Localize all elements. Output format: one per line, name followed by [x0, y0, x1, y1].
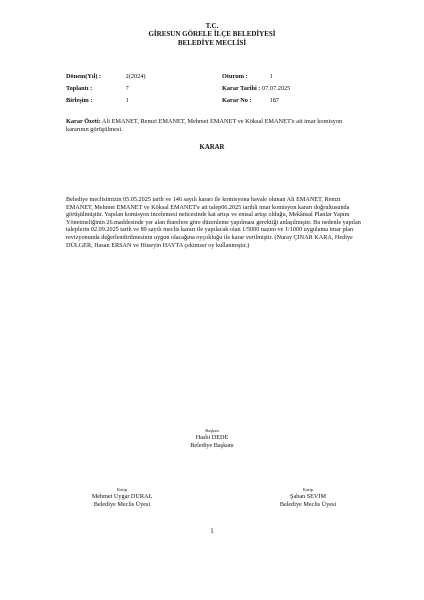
birlesim-label: Birleşim :	[66, 97, 93, 104]
karar-heading: KARAR	[199, 144, 225, 151]
oturum-value: 1	[269, 73, 273, 80]
karar-no-value: 187	[269, 97, 280, 104]
karar-tarihi-label: Karar Tarihi :	[222, 85, 261, 92]
toplanti-label: Toplantı :	[66, 85, 93, 92]
header-council: BELEDİYE MECLİSİ	[177, 38, 247, 47]
donem-value: 2(2024)	[125, 73, 146, 80]
header-municipality: GİRESUN GÖRELE İLÇE BELEDİYESİ	[148, 30, 276, 38]
karar-tarihi-value: 07.07.2025	[261, 85, 291, 92]
president-signature	[162, 428, 262, 450]
summary-text: Ali EMANET, Remzi EMANET, Mehmet EMANET ve Köksal EMANET'e ait imar komisyon kararının görüşülmesi.	[66, 118, 343, 133]
clerk-left-title: Belediye Meclis Üyesi	[93, 501, 151, 508]
president-role-small: Başkan	[205, 428, 219, 433]
clerk-left-name: Mehmet Uygar DURAL	[91, 493, 153, 500]
karar-no-label: Karar No :	[222, 97, 252, 104]
decision-body: Belediye meclisimizin 05.05.2025 tarih ve 146 sayılı kararı ile komisyona havale olunan Ali EMANET, Remzi EMANET, Mehmet EMANET ve Köksal EMANET'e ait talep06.2025 tarihli imar komisyon kararı doğrultusunda görüşülmüştür. Yapılan komisyon incelemesi neticesinde kat artışı ve emsal artışı olduğu, Mekânsal Planlar Yapım Yönetmeliğinin 26.maddesinde yer alan ibarelere göre düzenleme yapılması gerektiği anlaşılmıştır. Bu nedenle yapılan taleplerin 02.09.2025 tarih ve 89 sayılı meclis kararı ile yapılacak olan 1/5000 nazım ve 1/1000 uygulama imar plan revizyonunda değerlendirilmesinin uygun olacağına oyçokluğu ile karar verilmiştir. (Nuray ÇINAR KARA, Hediye DÜLGER, Hasan ERSAN ve Hüseyin HAYTA çekimser oy kullanmıştır.)	[66, 196, 361, 249]
clerk-right-name: Şaban SEVİM	[290, 493, 326, 500]
header-tc: T.C.	[205, 22, 219, 30]
karar-tarihi-row	[222, 85, 290, 92]
karar-no-row	[222, 97, 279, 104]
donem-label: Dönem(Yıl) :	[66, 73, 102, 80]
clerk-left-signature	[72, 487, 172, 509]
page-number: 1	[210, 527, 214, 535]
oturum-label: Oturum :	[222, 73, 248, 80]
clerk-right-role-small: Katip	[302, 487, 314, 492]
toplanti-value: 7	[125, 85, 129, 92]
toplanti-row	[66, 85, 129, 92]
summary-label: Karar Özeti:	[66, 118, 101, 125]
birlesim-row	[66, 97, 129, 104]
oturum-row	[222, 73, 273, 80]
donem-row	[66, 73, 146, 80]
president-title: Belediye Başkanı	[190, 442, 234, 449]
clerk-left-role-small: Katip	[116, 487, 128, 492]
clerk-right-title: Belediye Meclis Üyesi	[279, 501, 337, 508]
birlesim-value: 1	[125, 97, 129, 104]
decision-summary	[66, 118, 366, 134]
president-name: Hasbi DEDE	[195, 434, 229, 441]
clerk-right-signature	[258, 487, 358, 509]
